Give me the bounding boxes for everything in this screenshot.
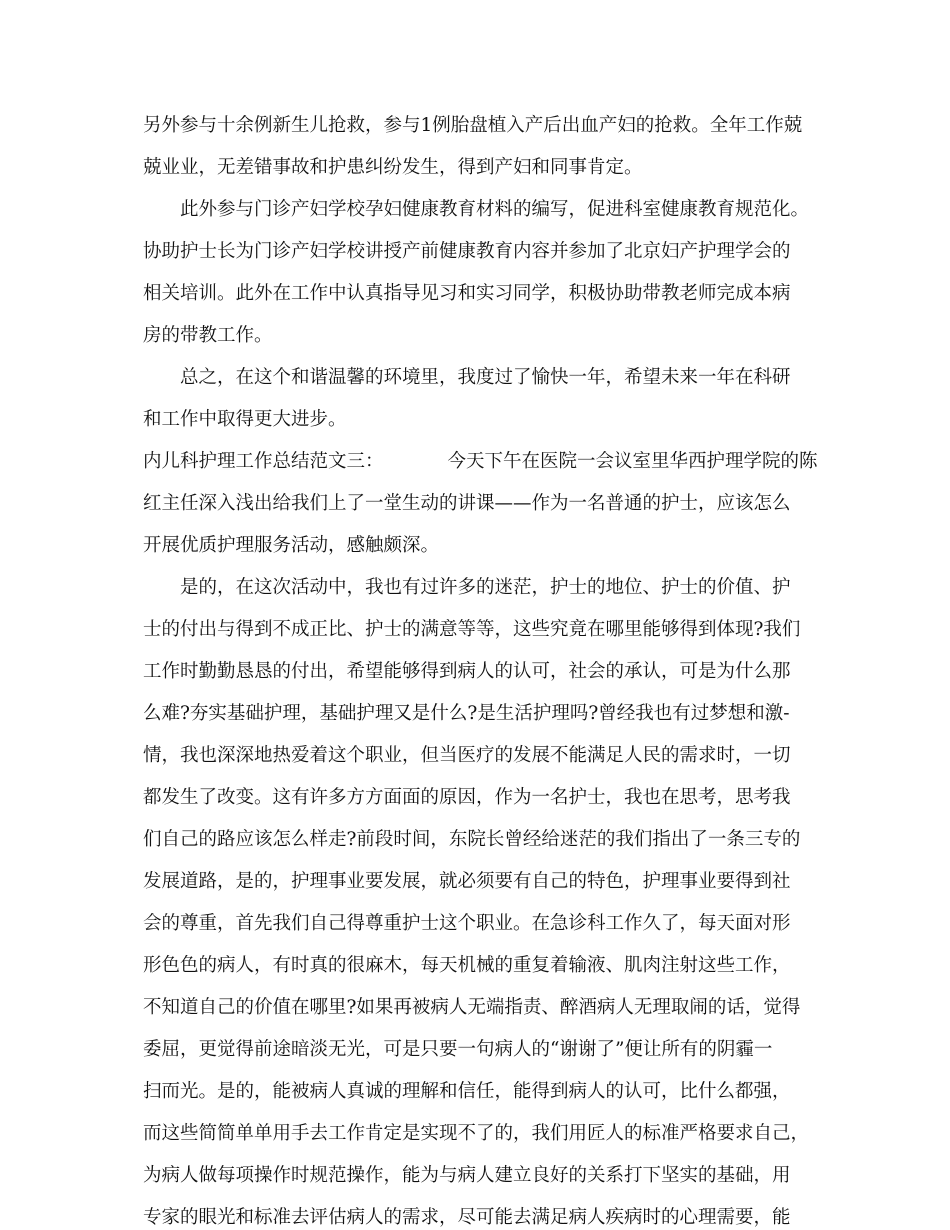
text-line: 今天下午在医院一会议室里华西护理学院的陈 <box>447 451 818 472</box>
text-line: 形色色的病人，有时真的很麻木，每天机械的重复着输液、肌肉注射这些工作， <box>143 955 791 976</box>
text-line: 发展道路，是的，护理事业要发展，就必须要有自己的特色，护理事业要得到社 <box>143 871 791 892</box>
text-line: 红主任深入浅出给我们上了一堂生动的讲课——作为一名普通的护士，应该怎么 <box>143 493 791 514</box>
text-line: 扫而光。是的，能被病人真诚的理解和信任，能得到病人的认可，比什么都强， <box>143 1081 791 1102</box>
text-line: 士的付出与得到不成正比、护士的满意等等，这些究竟在哪里能够得到体现?我们 <box>143 619 801 640</box>
text-line: 为病人做每项操作时规范操作，能为与病人建立良好的关系打下坚实的基础，用 <box>143 1165 791 1186</box>
text-line: 开展优质护理服务活动，感触颇深。 <box>143 535 440 556</box>
text-line: 们自己的路应该怎么样走?前段时间，东院长曾经给迷茫的我们指出了一条三专的 <box>143 829 801 850</box>
text-line: 都发生了改变。这有许多方方面面的原因，作为一名护士，我也在思考，思考我 <box>143 787 791 808</box>
text-line: 会的尊重，首先我们自己得尊重护士这个职业。在急诊科工作久了，每天面对形 <box>143 913 791 934</box>
text-line: 相关培训。此外在工作中认真指导见习和实习同学，积极协助带教老师完成本病 <box>143 283 791 304</box>
text-line: 情，我也深深地热爱着这个职业，但当医疗的发展不能满足人民的需求时，一切 <box>143 745 791 766</box>
text-line: 和工作中取得更大进步。 <box>143 409 347 430</box>
section-heading-line <box>143 450 818 474</box>
text-line: 专家的眼光和标准去评估病人的需求，尽可能去满足病人疾病时的心理需要，能 <box>143 1207 791 1228</box>
text-line: 是的，在这次活动中，我也有过许多的迷茫，护士的地位、护士的价值、护 <box>180 577 791 598</box>
text-line: 此外参与门诊产妇学校孕妇健康教育材料的编写，促进科室健康教育规范化。 <box>180 199 810 220</box>
text-line: 协助护士长为门诊产妇学校讲授产前健康教育内容并参加了北京妇产护理学会的 <box>143 241 791 262</box>
text-line: 么难?夯实基础护理，基础护理又是什么?是生活护理吗?曾经我也有过梦想和激- <box>143 703 790 724</box>
text-line: 总之，在这个和谐温馨的环境里，我度过了愉快一年，希望未来一年在科研 <box>180 367 791 388</box>
text-line: 不知道自己的价值在哪里?如果再被病人无端指责、醉酒病人无理取闹的话，觉得 <box>143 997 801 1018</box>
text-line: 委屈，更觉得前途暗淡无光，可是只要一句病人的“谢谢了”便让所有的阴霾一 <box>143 1039 773 1060</box>
text-line: 工作时勤勤恳恳的付出，希望能够得到病人的认可，社会的承认，可是为什么那 <box>143 661 791 682</box>
text-line: 房的带教工作。 <box>143 325 273 346</box>
text-line: 兢业业，无差错事故和护患纠纷发生，得到产妇和同事肯定。 <box>143 157 643 178</box>
text-line: 而这些简简单单用手去工作肯定是实现不了的，我们用匠人的标准严格要求自己， <box>143 1123 810 1144</box>
section-heading: 内儿科护理工作总结范文三： <box>143 451 384 472</box>
text-line: 另外参与十余例新生儿抢救，参与1例胎盘植入产后出血产妇的抢救。全年工作兢 <box>143 115 803 136</box>
